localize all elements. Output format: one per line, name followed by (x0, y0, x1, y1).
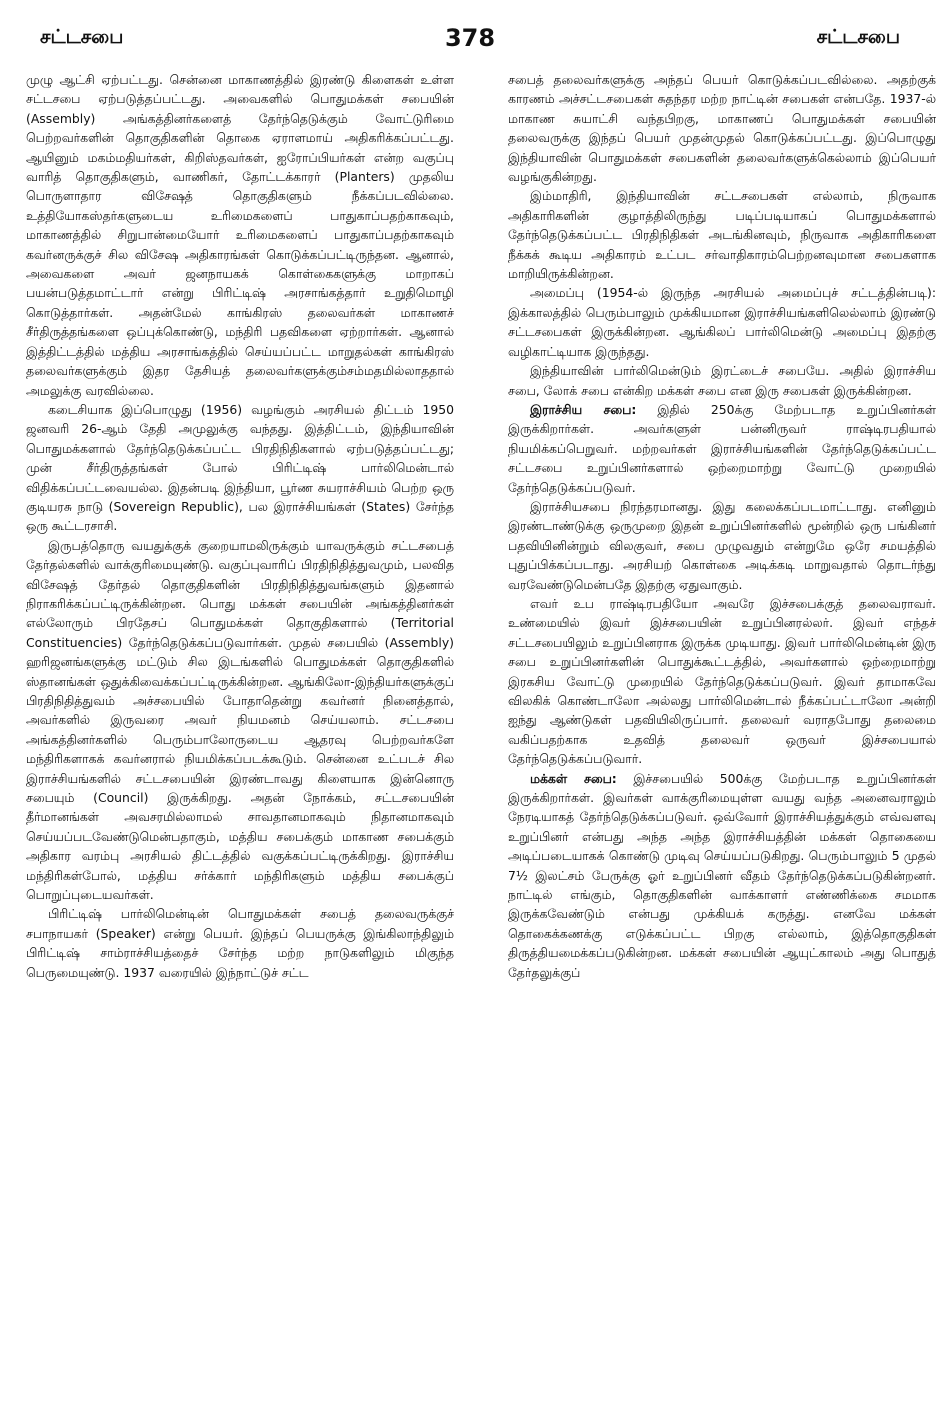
paragraph: இருபத்தொரு வயதுக்குக் குறையாமலிருக்கும் யாவருக்கும் சட்டசபைத் தேர்தல்களில் வாக்குரிமையுண்டு. வகுப்புவாரிப் பிரதிநிதித்துவமும், பலவித விசேஷத் தேர்தல் தொகுதிகளின் பிரதிநிதித்துவங்களும் இதனால் நிராகரிக்கப்பட்டிருக்கின்றன. பொது மக்கள் சபையின் அங்கத்தினர்கள் எல்லோரும் பிரதேசப் பொதுமக்கள் தொகுதிகளால் (Territorial Constituencies) தேர்ந்தெடுக்கப்படுவார்கள். முதல் சபையில் (Assembly) ஹரிஜனங்களுக்கு மட்டும் சில இடங்களில் பொதுமக்கள் தொகுதிகளில் ஸ்தானங்கள் ஒதுக்கிவைக்கப்பட்டிருக்கின்றன. ஆங்கிலோ-இந்தியர்களுக்குப் பிரதிநிதித்துவம் அச்சபையில் போதாதென்று கவர்னர் நினைத்தால், அவர்களில் இருவரை அவர் நியமனம் செய்யலாம். சட்டசபை அங்கத்தினர்களில் பெரும்பாலோருடைய ஆதரவு பெற்றவர்களே மந்திரிகளாகக் கவர்னரால் நியமிக்கப்படக்கூடும். சென்னை உட்படச் சில இராச்சியங்களில் சட்டசபையின் இரண்டாவது கிளையாக இன்னொரு சபையும் (Council) இருக்கிறது. அதன் நோக்கம், சட்டசபையின் தீர்மானங்கள் அவசரமில்லாமல் சாவதானமாகவும் நிதானமாகவும் செய்யப்படவேண்டுமென்பதாகும், மத்திய சபைக்கும் மாகாண சபைக்கும் அதிகார வரம்பு அரசியல் திட்டத்தில் வகுக்கப்பட்டிருக்கிறது. இராச்சிய மந்திரிகள்போல், மத்திய சர்க்கார் மந்திரிகளும் மத்திய சபைக்குப் பொறுப்புடையவர்கள். (26, 537, 454, 903)
page-number: 378 (444, 24, 496, 52)
right-column (508, 70, 936, 1405)
paragraph-text: எவர் உப ராஷ்டிரபதியோ அவரே இச்சபைக்குத் தலைவராவர். உண்மையில் இவர் இச்சபையின் உறுப்பினரல்லர். இவர் எந்தச் சட்டசபையிலும் உறுப்பினராக இருக்க முடியாது. இவர் பார்லிமென்டின் இரு சபை உறுப்பினர்களின் பொதுக்கூட்டத்தில், அவர்களால் ஒற்றைமாற்று இரகசிய வோட்டு முறையில் தேர்ந்தெடுக்கப்படுவர். இவர் தாமாகவே விலகிக் கொண்டாலோ அல்லது பார்லிமென்டால் நீக்கப்பட்டாலோ அன்றி ஐந்து ஆண்டுகள் பதவியிலிருப்பார். தலைவர் வராதபோது தலைமை வகிப்பதற்காக உதவித் தலைவர் ஒருவர் இச்சபையால் தேர்ந்தெடுக்கப்படுவார். (508, 595, 936, 767)
paragraph (508, 400, 936, 497)
left-column (26, 70, 454, 1405)
paragraph: முழு ஆட்சி ஏற்பட்டது. சென்னை மாகாணத்தில் இரண்டு கிளைகள் உள்ள சட்டசபை ஏற்படுத்தப்பட்டது. அவைகளில் பொதுமக்கள் சபையின் (Assembly) அங்கத்தினர்களைத் தேர்ந்தெடுக்கும் வோட்டுரிமை பெற்றவர்களின் தொகுதிகளின் தொகை ஏராளமாய் அதிகரிக்கப்பட்டது. ஆயினும் மகம்மதியர்கள், கிறிஸ்தவர்கள், ஐரோப்பியர்கள் என்ற வகுப்பு வாரித் தொகுதிகளும், வாணிகர், தோட்டக்காரர் (Planters) முதலிய பொருளாதார விசேஷத் தொகுதிகளும் நீக்கப்படவில்லை. உத்தியோகஸ்தர்களுடைய உரிமைகளைப் பாதுகாப்பதற்காகவும், மாகாணத்தில் சிறுபான்மையோர் உரிமைகளைப் பாதுகாப்பதற்காகவும் கவர்னருக்குச் சில விசேஷ அதிகாரங்கள் கொடுக்கப்பட்டிருந்தன. ஆனால், அவைகளை அவர் ஜனநாயகக் கொள்கைகளுக்கு மாறாகப் பயன்படுத்தமாட்டார் என்று பிரிட்டிஷ் அரசாங்கத்தார் உறுதிமொழி கொடுத்தார்கள். அதன்மேல் காங்கிரஸ் தலைவர்கள் மாகாணச் சீர்திருத்தங்களை ஒப்புக்கொண்டு, மந்திரி பதவிகளை ஏற்றார்கள். ஆனால் இத்திட்டத்தில் மத்திய அரசாங்கத்தில் செய்யப்பட்ட மாறுதல்கள் காங்கிரஸ் தலைவர்களுக்கும் இதர தேசியத் தலைவர்களுக்கும்சம்மதமில்லாததால் அமலுக்கு வரவில்லை. (26, 72, 454, 398)
page-header (40, 26, 900, 66)
paragraph-text: இம்மாதிரி, இந்தியாவின் சட்டசபைகள் எல்லாம், நிருவாக அதிகாரிகளின் குழாத்திலிருந்து படிப்படியாகப் பொதுமக்களால் தேர்ந்தெடுக்கப்பட்ட பிரதிநிதிகள் அடங்கினவும், நிருவாக அதிகாரிகளை நீக்கக் கூடிய அதிகாரம் உட்பட சர்வாதிகாரம்பெற்றனவுமான சபைகளாக மாறியிருக்கின்றன. (508, 188, 936, 282)
paragraph-text: இராச்சியசபை நிரந்தரமானது. இது கலைக்கப்படமாட்டாது. எனினும் இரண்டாண்டுக்கு ஒருமுறை இதன் உறுப்பினர்களில் மூன்றில் ஒரு பங்கினர் பதவியினின்றும் விலகுவர், சபை முழுவதும் என்றுமே ஒரே சமயத்தில் புதுப்பிக்கப்படாது. அரசியற் கொள்கை அடிக்கடி மாறுவதால் தொடர்ந்து வரவேண்டுமென்பதே இதற்கு ஏதுவாகும். (508, 498, 936, 592)
paragraph-text: சபைத் தலைவர்களுக்கு அந்தப் பெயர் கொடுக்கப்படவில்லை. அதற்குக் காரணம் அச்சட்டசபைகள் சுதந்தர மற்ற நாட்டின் சபைகள் என்பதே. 1937-ல் மாகாண சுயாட்சி வந்தபிறகு, மாகாணப் பொதுமக்கள் சபையின் தலைவருக்கு இந்தப் பெயர் முதன்முதல் கொடுக்கப்பட்டது. இப்பொழுது இந்தியாவின் பொதுமக்கள் சபைகளின் தலைவர்களுக்கெல்லாம் இப்பெயர் வழங்குகின்றது. (508, 72, 936, 185)
paragraph-text: இதில் 250க்கு மேற்படாத உறுப்பினர்கள் இருக்கிறார்கள். அவர்களுள் பன்னிருவர் ராஷ்டிரபதியால் நியமிக்கப்பெறுவர். மற்றவர்கள் இராச்சியங்களின் தேர்ந்தெடுக்கப்பட்ட சட்டசபை உறுப்பினர்களால் ஒற்றைமாற்று வோட்டு முறையில் தேர்ந்தெடுக்கப்படுவர். (508, 401, 936, 495)
section-lead: மக்கள் சபை: (530, 770, 617, 786)
paragraph (508, 769, 936, 982)
paragraph (508, 70, 936, 186)
paragraph (508, 497, 936, 594)
paragraph-text: அமைப்பு (1954-ல் இருந்த அரசியல் அமைப்புச் சட்டத்தின்படி): இக்காலத்தில் பெரும்பாலும் முக்கியமான இராச்சியங்களிலெல்லாம் இரண்டு சட்டசபைகள் இருக்கின்றன. ஆங்கிலப் பார்லிமென்டு அமைப்பு இதற்கு வழிகாட்டியாக இருந்தது. (508, 285, 936, 359)
paragraph: கடைசியாக இப்பொழுது (1956) வழங்கும் அரசியல் திட்டம் 1950 ஜனவரி 26-ஆம் தேதி அமுலுக்கு வந்தது. இத்திட்டம், இந்தியாவின் பொதுமக்களால் தேர்ந்தெடுக்கப்பட்ட பிரதிநிதிகளால் ஏற்படுத்தப்பட்டது; முன் சீர்திருத்தங்கள் போல் பிரிட்டிஷ் பார்லிமென்டால் விதிக்கப்பட்டவையல்ல. இதன்படி இந்தியா, பூர்ண சுயராச்சியம் பெற்ற ஒரு குடியரசு நாடு (Sovereign Republic), பல இராச்சியங்கள் (States) சேர்ந்த ஒரு கூட்டரசாசி. (26, 401, 454, 534)
section-lead: இராச்சிய சபை: (530, 401, 637, 417)
running-head-right: சட்டசபை (816, 26, 900, 48)
paragraph: பிரிட்டிஷ் பார்லிமென்டின் பொதுமக்கள் சபைத் தலைவருக்குச் சபாநாயகர் (Speaker) என்று பெயர். இந்தப் பெயருக்கு இங்கிலாந்திலும் பிரிட்டிஷ் சாம்ராச்சியத்தைச் சேர்ந்த மற்ற நாடுகளிலும் மிகுந்த பெருமையுண்டு. 1937 வரையில் இந்நாட்டுச் சட்ட (26, 906, 454, 980)
running-head-left: சட்டசபை (40, 26, 124, 48)
paragraph-text: இச்சபையில் 500க்கு மேற்படாத உறுப்பினர்கள் இருக்கிறார்கள். இவர்கள் வாக்குரிமையுள்ள வயது வந்த அனைவராலும் நேரடியாகத் தேர்ந்தெடுக்கப்படுவர். ஒவ்வோர் இராச்சியத்துக்கும் எவ்வளவு உறுப்பினர் என்பது அந்த அந்த இராச்சியத்தின் மக்கள் தொகையை அடிப்படையாகக் கொண்டு முடிவு செய்யப்படுகிறது. பெரும்பாலும் 5 முதல் 7½ இலட்சம் பேருக்கு ஓர் உறுப்பினர் வீதம் தேர்ந்தெடுக்கப்படுகின்றனர். நாட்டில் எங்கும், தொகுதிகளின் வாக்காளர் எண்ணிக்கை சமமாக இருக்கவேண்டும் என்பது முக்கியக் கருத்து. எனவே மக்கள் தொகைக்கணக்கு எடுக்கப்பட்ட பிறகு எல்லாம், இத்தொகுதிகள் திருத்தியமைக்கப்படுகின்றன. மக்கள் சபையின் ஆயுட்காலம் அது பொதுத் தேர்தலுக்குப் (508, 770, 936, 980)
paragraph (508, 594, 936, 769)
paragraph (508, 361, 936, 400)
paragraph (508, 186, 936, 283)
paragraph-text: இந்தியாவின் பார்லிமென்டும் இரட்டைச் சபையே. அதில் இராச்சிய சபை, லோக் சபை என்கிற மக்கள் சபை என இரு சபைகள் இருக்கின்றன. (508, 363, 936, 398)
paragraph (508, 283, 936, 361)
